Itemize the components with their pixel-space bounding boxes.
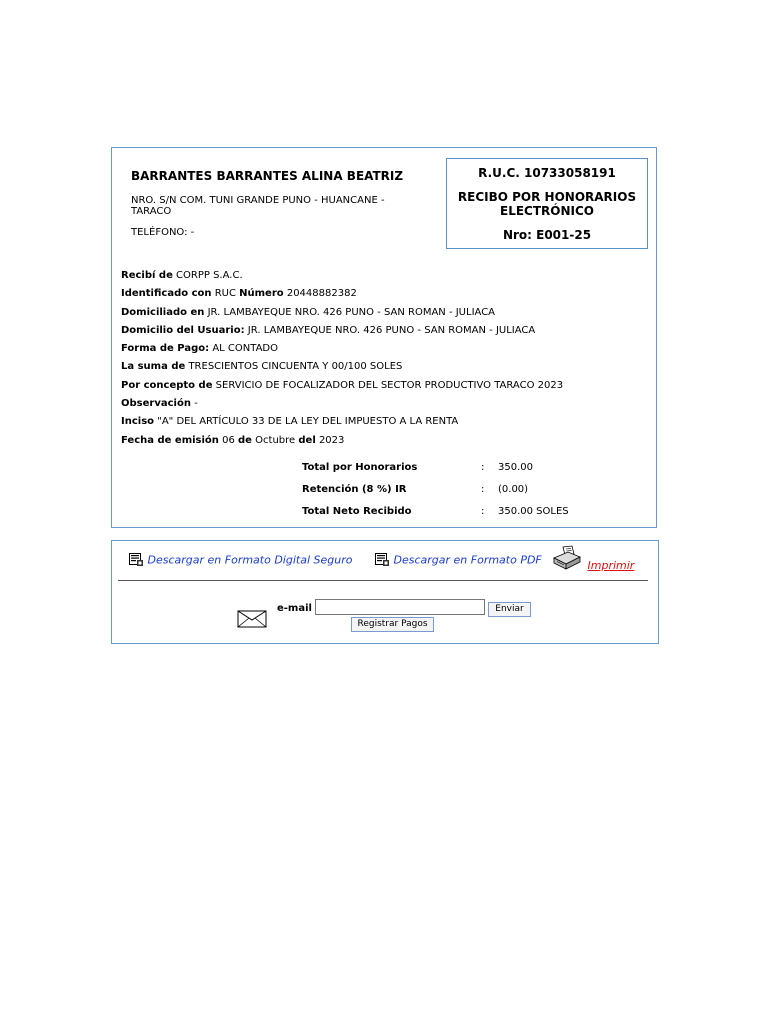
domicile-label: Domiciliado en [121, 306, 205, 318]
clause-value: "A" DEL ARTÍCULO 33 DE LA LEY DEL IMPUESTO A LA RENTA [157, 416, 459, 428]
download-secure-link[interactable]: Descargar en Formato Digital Seguro [147, 553, 353, 567]
actions-divider [118, 580, 648, 581]
id-label: Identificado con [121, 288, 212, 300]
retention-label: Retención (8 %) IR [302, 484, 407, 495]
date-day: 06 [222, 434, 235, 446]
issuer-address: NRO. S/N COM. TUNI GRANDE PUNO - HUANCANE - TARACO [131, 195, 385, 217]
actions-panel [111, 540, 659, 644]
receipt-panel [111, 147, 657, 528]
net-total-value: 350.00 SOLES [498, 506, 569, 517]
user-domicile-value: JR. LAMBAYEQUE NRO. 426 PUNO - SAN ROMAN - JULIACA [247, 324, 536, 336]
date-year: 2023 [318, 434, 345, 446]
print-link[interactable]: Imprimir [587, 558, 635, 572]
email-input[interactable] [315, 599, 485, 615]
total-fees-value: 350.00 [498, 462, 533, 473]
received-label: Recibí de [121, 270, 173, 281]
net-total-colon: : [481, 506, 485, 517]
payment-value: AL CONTADO [212, 343, 278, 355]
download-secure-action[interactable] [128, 551, 352, 570]
date-de: de [238, 434, 252, 446]
row-domicile [121, 304, 563, 322]
row-clause [121, 413, 563, 431]
total-fees-label: Total por Honorarios [302, 462, 418, 473]
secure-document-icon[interactable] [128, 551, 144, 570]
ruc-box [446, 158, 648, 249]
clause-label: Inciso [121, 416, 155, 428]
observation-label: Observación [121, 398, 191, 410]
row-date [121, 432, 563, 450]
row-payment [121, 340, 563, 358]
net-total-label: Total Neto Recibido [302, 506, 412, 517]
send-button[interactable]: Enviar [488, 602, 531, 617]
id-type: RUC [214, 288, 236, 300]
concept-value: SERVICIO DE FOCALIZADOR DEL SECTOR PRODUCTIVO TARACO 2023 [215, 379, 564, 391]
payment-label: Forma de Pago: [121, 343, 210, 355]
concept-label: Por concepto de [121, 379, 213, 391]
receipt-details [121, 267, 563, 450]
issuer-phone: TELÉFONO: - [131, 227, 195, 238]
domicile-value: JR. LAMBAYEQUE NRO. 426 PUNO - SAN ROMAN - JULIACA [207, 306, 496, 318]
total-fees-colon: : [481, 462, 485, 473]
download-pdf-action[interactable] [374, 551, 542, 570]
ruc-number: R.U.C. 10733058191 [478, 166, 616, 180]
id-number-label: Número [239, 288, 284, 300]
row-received-from [121, 267, 563, 285]
print-action[interactable] [552, 545, 634, 574]
row-sum [121, 358, 563, 376]
row-concept [121, 377, 563, 395]
envelope-icon [237, 610, 267, 632]
issuer-name: BARRANTES BARRANTES ALINA BEATRIZ [131, 169, 404, 183]
email-label: e-mail [277, 603, 312, 614]
sum-value: TRESCIENTOS CINCUENTA Y 00/100 SOLES [188, 361, 403, 373]
received-value: CORPP S.A.C. [176, 270, 243, 281]
id-number: 20448882382 [286, 288, 357, 300]
document-number: Nro: E001-25 [502, 228, 592, 242]
row-observation [121, 395, 563, 413]
retention-value: (0.00) [498, 484, 529, 495]
date-label: Fecha de emisión [121, 434, 219, 446]
date-del: del [298, 434, 316, 446]
register-payments-button[interactable]: Registrar Pagos [351, 617, 434, 632]
date-month: Octubre [255, 434, 296, 446]
sum-label: La suma de [121, 361, 186, 373]
row-identified [121, 285, 563, 303]
pdf-document-icon[interactable] [374, 551, 390, 570]
row-user-domicile [121, 322, 563, 340]
user-domicile-label: Domicilio del Usuario: [121, 324, 245, 336]
download-pdf-link[interactable]: Descargar en Formato PDF [393, 553, 542, 567]
printer-icon[interactable] [552, 545, 582, 574]
document-type: RECIBO POR HONORARIOS ELECTRÓNICO [457, 190, 637, 218]
retention-colon: : [481, 484, 485, 495]
observation-value: - [194, 398, 198, 410]
